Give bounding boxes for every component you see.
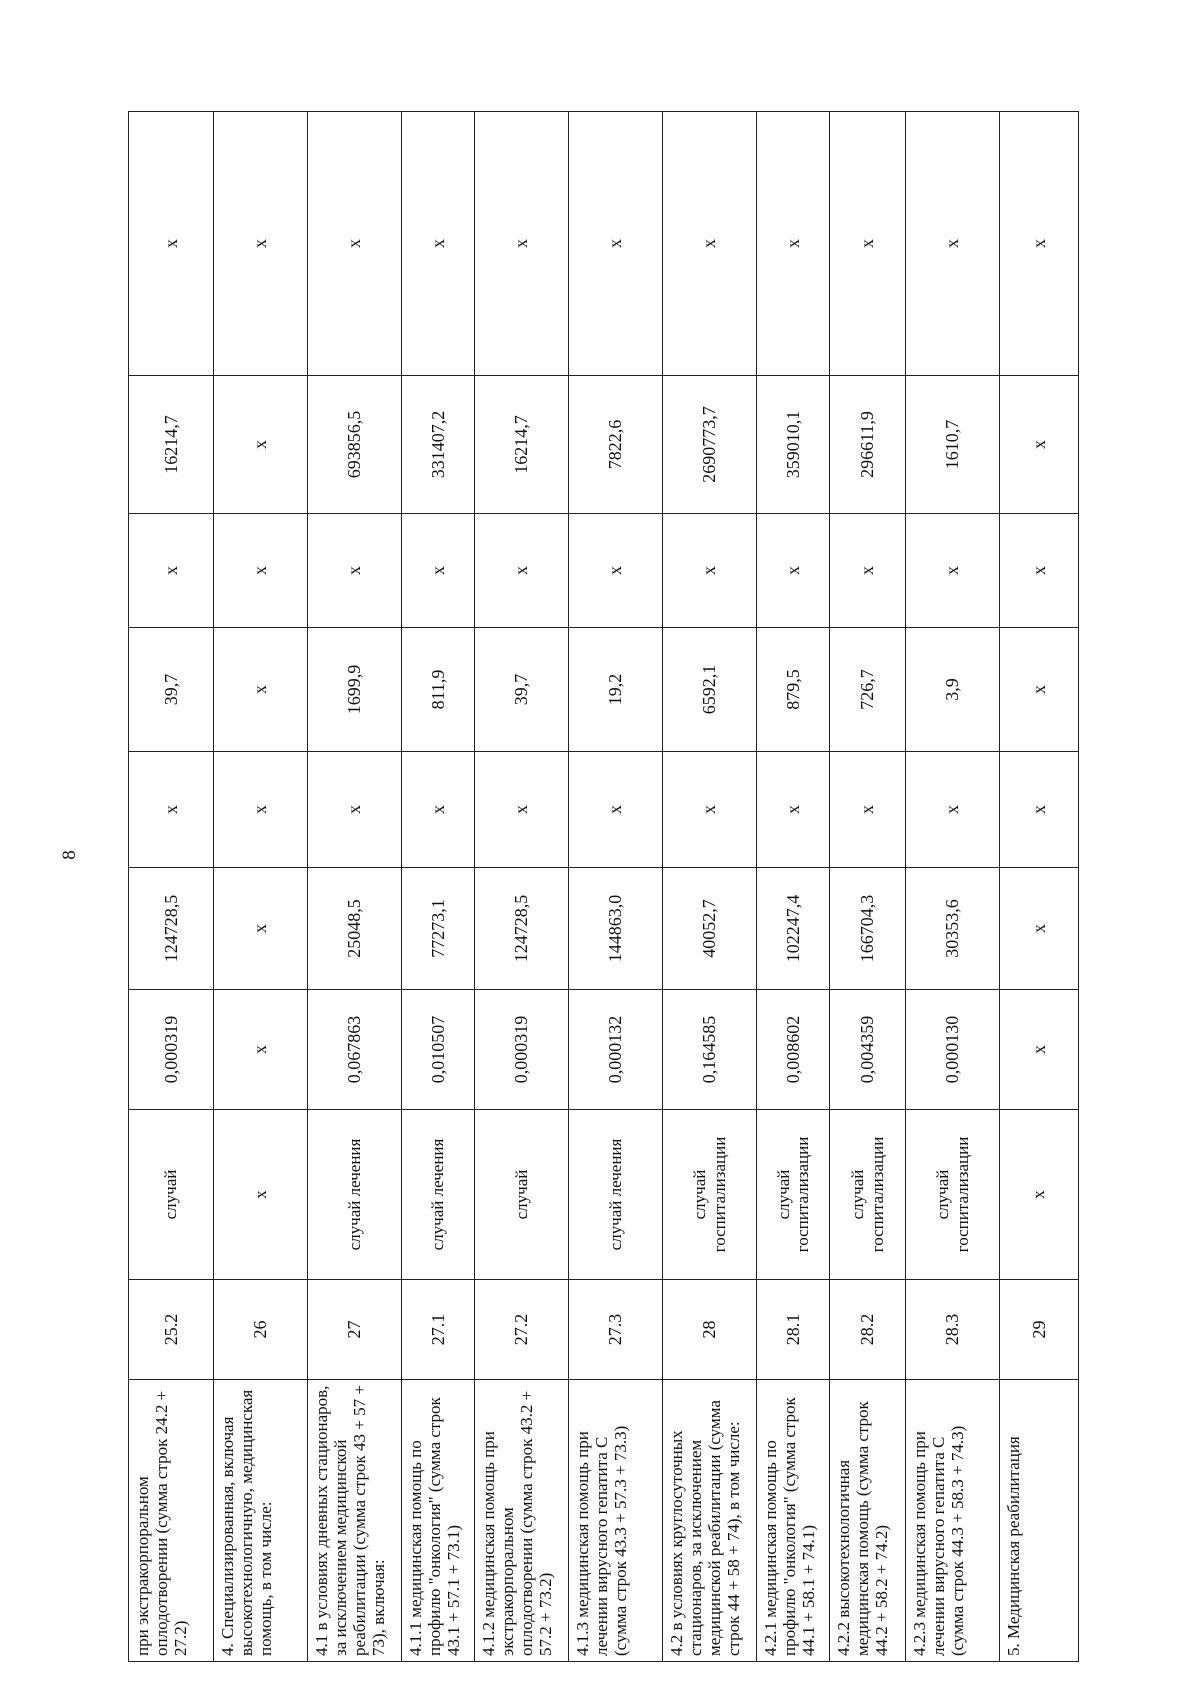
row-col9: x [214,376,308,514]
row-unit: случай госпитализации [830,1110,906,1280]
row-col8: x [830,514,906,628]
row-col6: x [906,752,1000,868]
row-col10: x [663,112,757,376]
row-col10: x [830,112,906,376]
row-col10: x [308,112,402,376]
row-col7: 39,7 [129,628,214,752]
row-col10: x [906,112,1000,376]
row-col9: 7822,6 [569,376,663,514]
row-norm: x [1000,990,1079,1110]
row-norm: 0,000319 [475,990,569,1110]
row-cost: 25048,5 [308,868,402,990]
page-number: 8 [59,850,80,860]
row-col7: x [1000,628,1079,752]
row-name: при экстракорпоральном оплодотворении (сумма строк 24.2 + 27.2) [129,1380,214,1662]
row-col9: 16214,7 [129,376,214,514]
row-col7: 3,9 [906,628,1000,752]
table-body [129,112,1079,1662]
row-name: 4.1.3 медицинская помощь при лечении вирусного гепатита C (сумма строк 43.3 + 57.3 + 73.3) [569,1380,663,1662]
row-unit: случай [475,1110,569,1280]
row-col6: x [402,752,475,868]
rotated-table-container [128,112,1078,1662]
table-row [129,112,214,1662]
row-col10: x [402,112,475,376]
row-code: 26 [214,1280,308,1380]
row-code: 28.3 [906,1280,1000,1380]
row-col7: 1699,9 [308,628,402,752]
row-col8: x [663,514,757,628]
row-col10: x [475,112,569,376]
row-col9: 2690773,7 [663,376,757,514]
row-name: 4.1 в условиях дневных стационаров, за исключением медицинской реабилитации (сумма строк 43 + 57 + 73), включая: [308,1380,402,1662]
row-col8: x [906,514,1000,628]
row-code: 28.2 [830,1280,906,1380]
row-cost: 77273,1 [402,868,475,990]
row-col9: 1610,7 [906,376,1000,514]
row-name: 4.1.2 медицинская помощь при экстракорпоральном оплодотворении (сумма строк 43.2 + 57.2 + 73.2) [475,1380,569,1662]
row-col9: 16214,7 [475,376,569,514]
row-norm: 0,164585 [663,990,757,1110]
row-norm: 0,000319 [129,990,214,1110]
table-row [569,112,663,1662]
row-unit: случай лечения [402,1110,475,1280]
row-col7: x [214,628,308,752]
table-row [906,112,1000,1662]
row-code: 28 [663,1280,757,1380]
row-norm: 0,000130 [906,990,1000,1110]
row-unit: случай госпитализации [663,1110,757,1280]
row-col9: 296611,9 [830,376,906,514]
row-unit: случай госпитализации [757,1110,830,1280]
row-col10: x [1000,112,1079,376]
row-name: 4. Специализированная, включая высокотехнологичную, медицинская помощь, в том числе: [214,1380,308,1662]
row-col8: x [475,514,569,628]
table-row [475,112,569,1662]
row-name: 4.2.2 высокотехнологичная медицинская помощь (сумма строк 44.2 + 58.2 + 74.2) [830,1380,906,1662]
row-col8: x [757,514,830,628]
row-name: 5. Медицинская реабилитация [1000,1380,1079,1662]
row-col6: x [663,752,757,868]
row-col6: x [1000,752,1079,868]
row-unit: случай лечения [569,1110,663,1280]
row-norm: 0,067863 [308,990,402,1110]
row-col10: x [757,112,830,376]
row-col6: x [308,752,402,868]
row-cost: 40052,7 [663,868,757,990]
row-unit: x [1000,1110,1079,1280]
row-col8: x [1000,514,1079,628]
row-cost: 124728,5 [129,868,214,990]
row-col8: x [569,514,663,628]
row-code: 27.1 [402,1280,475,1380]
row-code: 27.2 [475,1280,569,1380]
row-cost: 102247,4 [757,868,830,990]
row-code: 27.3 [569,1280,663,1380]
row-cost: x [1000,868,1079,990]
row-col6: x [830,752,906,868]
row-norm: 0,004359 [830,990,906,1110]
row-cost: 124728,5 [475,868,569,990]
row-col9: x [1000,376,1079,514]
row-col8: x [402,514,475,628]
row-col10: x [214,112,308,376]
row-code: 29 [1000,1280,1079,1380]
row-col10: x [569,112,663,376]
row-col7: 879,5 [757,628,830,752]
financing-table [128,111,1079,1662]
row-col6: x [757,752,830,868]
row-unit: x [214,1110,308,1280]
row-unit: случай госпитализации [906,1110,1000,1280]
row-col7: 811,9 [402,628,475,752]
row-col9: 359010,1 [757,376,830,514]
table-row [830,112,906,1662]
row-code: 27 [308,1280,402,1380]
row-name: 4.2.1 медицинская помощь по профилю "онкология" (сумма строк 44.1 + 58.1 + 74.1) [757,1380,830,1662]
table-row [757,112,830,1662]
row-norm: 0,010507 [402,990,475,1110]
row-norm: x [214,990,308,1110]
row-code: 28.1 [757,1280,830,1380]
row-col6: x [475,752,569,868]
table-row [1000,112,1079,1662]
row-col9: 331407,2 [402,376,475,514]
row-col10: x [129,112,214,376]
row-cost: x [214,868,308,990]
row-cost: 166704,3 [830,868,906,990]
table-row [214,112,308,1662]
row-name: 4.1.1 медицинская помощь по профилю "онкология" (сумма строк 43.1 + 57.1 + 73.1) [402,1380,475,1662]
row-col8: x [308,514,402,628]
row-norm: 0,000132 [569,990,663,1110]
row-cost: 30353,6 [906,868,1000,990]
row-col8: x [214,514,308,628]
row-col7: 6592,1 [663,628,757,752]
table-row [663,112,757,1662]
row-norm: 0,008602 [757,990,830,1110]
table-row [308,112,402,1662]
row-unit: случай лечения [308,1110,402,1280]
row-unit: случай [129,1110,214,1280]
row-name: 4.2 в условиях круглосуточных стационаров, за исключением медицинской реабилитации (сумма строк 44 + 58 + 74), в том числе: [663,1380,757,1662]
row-name: 4.2.3 медицинская помощь при лечении вирусного гепатита C (сумма строк 44.3 + 58.3 + 74.3) [906,1380,1000,1662]
row-col6: x [569,752,663,868]
row-col7: 39,7 [475,628,569,752]
row-col7: 19,2 [569,628,663,752]
row-col8: x [129,514,214,628]
row-col6: x [129,752,214,868]
row-code: 25.2 [129,1280,214,1380]
table-row [402,112,475,1662]
row-col9: 693856,5 [308,376,402,514]
row-col6: x [214,752,308,868]
row-cost: 144863,0 [569,868,663,990]
row-col7: 726,7 [830,628,906,752]
